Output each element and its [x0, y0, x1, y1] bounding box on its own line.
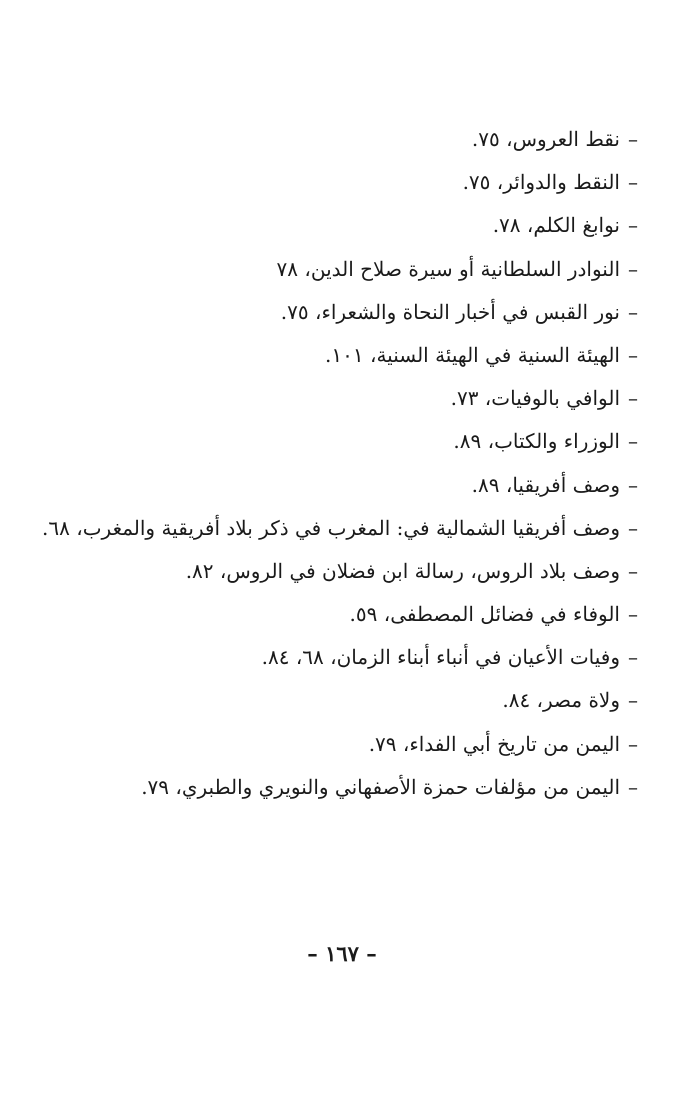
entry-dash: –: [628, 774, 638, 799]
entry-dash: –: [628, 170, 638, 195]
index-entry: [42, 507, 638, 550]
entry-text: وصف بلاد الروس، رسالة ابن فضلان في الروس، ٨٢.: [185, 558, 620, 583]
entry-text: الوافي بالوفيات، ٧٣.: [450, 386, 620, 411]
entry-text: وصف أفريقيا، ٨٩.: [471, 472, 620, 497]
index-entry: [78, 464, 638, 507]
entry-text: الوفاء في فضائل المصطفى، ٥٩.: [349, 602, 620, 627]
entry-dash: –: [628, 213, 638, 238]
index-entry: [78, 593, 638, 636]
entry-dash: –: [628, 127, 638, 151]
index-entry: [78, 679, 638, 722]
index-entry: [78, 334, 638, 377]
index-list: [42, 118, 638, 809]
index-entry: [78, 420, 638, 463]
entry-dash: –: [628, 645, 638, 670]
entry-text: الهيئة السنية في الهيئة السنية، ١٠١.: [325, 342, 620, 367]
index-entry: [78, 550, 638, 593]
entry-text: نوابغ الكلم، ٧٨.: [492, 213, 620, 238]
entry-dash: –: [628, 558, 638, 583]
entry-dash: –: [628, 429, 638, 454]
entry-text: النقط والدوائر، ٧٥.: [462, 170, 620, 195]
entry-text: وصف أفريقيا الشمالية في: المغرب في ذكر بلاد أفريقية والمغرب، ٦٨.: [42, 515, 620, 540]
entry-text: ولاة مصر، ٨٤.: [502, 688, 620, 713]
entry-dash: –: [628, 256, 638, 281]
index-entry: [78, 723, 638, 766]
entry-text: نقط العروس، ٧٥.: [471, 127, 620, 151]
entry-text: نور القبس في أخبار النحاة والشعراء، ٧٥.: [280, 299, 620, 324]
index-entry: [78, 118, 638, 161]
entry-dash: –: [628, 472, 638, 497]
entry-dash: –: [628, 515, 638, 540]
entry-dash: –: [628, 731, 638, 756]
entry-text: النوادر السلطانية أو سيرة صلاح الدين، ٧٨: [276, 256, 620, 281]
entry-dash: –: [628, 386, 638, 411]
page-number: – ١٦٧ –: [307, 941, 377, 966]
index-entry: [78, 248, 638, 291]
entry-text: الوزراء والكتاب، ٨٩.: [453, 429, 620, 454]
entry-dash: –: [628, 688, 638, 713]
entry-text: اليمن من تاريخ أبي الفداء، ٧٩.: [368, 731, 620, 756]
index-entry: [78, 377, 638, 420]
entry-dash: –: [628, 602, 638, 627]
index-entry: [78, 766, 638, 809]
index-entry: [78, 204, 638, 247]
index-entry: [78, 291, 638, 334]
entry-dash: –: [628, 342, 638, 367]
entry-text: وفيات الأعيان في أنباء أبناء الزمان، ٦٨، ٨٤.: [261, 645, 620, 670]
index-entry: [78, 161, 638, 204]
entry-dash: –: [628, 299, 638, 324]
index-entry: [78, 636, 638, 679]
entry-text: اليمن من مؤلفات حمزة الأصفهاني والنويري والطبري، ٧٩.: [141, 774, 620, 799]
